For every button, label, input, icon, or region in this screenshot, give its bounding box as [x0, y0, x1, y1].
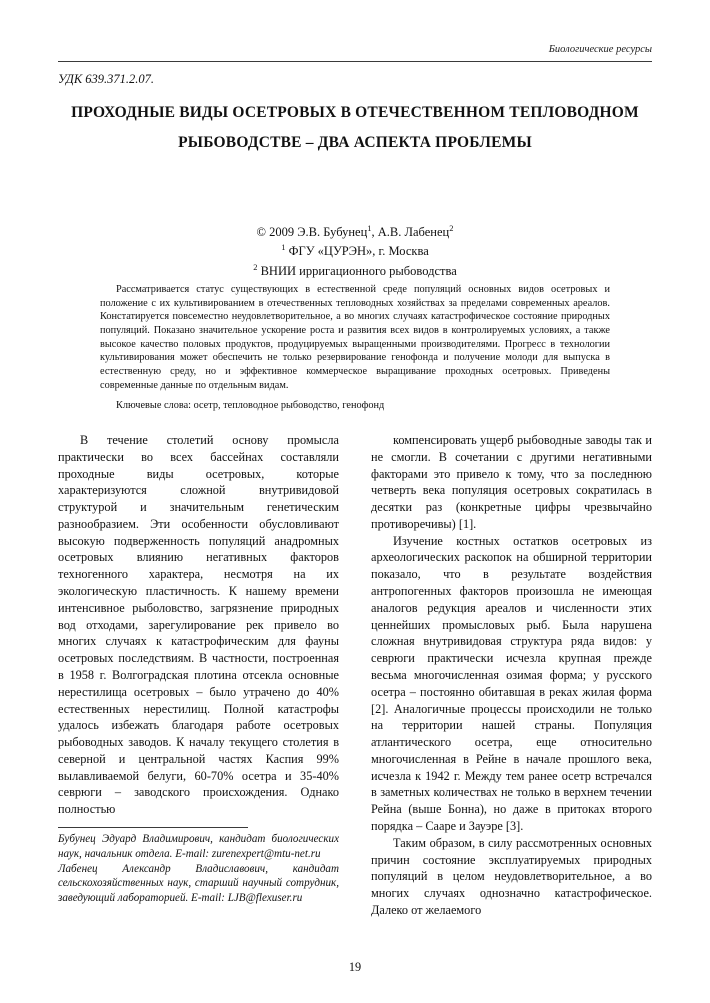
affiliation-2-text: ВНИИ ирригационного рыбоводства [257, 263, 457, 278]
abstract: Рассматривается статус существующих в естественной среде популяций основных видов осетровых и положение с их культивированием в отечественных тепловодных хозяйствах за пределами современных ареалов. Констатируется повсеместно неудовлетворительное, а во многих случаях катастрофическое состояние природных популяций. Показано значительное ускорение роста и развития всех видов в контролируемых условиях, а также высокое качество половых продуктов, продуцируемых выращенными производителями. Прогресс в технологии культивирования может обеспечить не только резервирование генофонда и получение молоди для выпуска в естественную среду, но и эффективное коммерческое выращивание проходных осетровых. Приведены современные данные по отдельным видам. [100, 284, 610, 391]
authors-block [58, 222, 652, 280]
body-paragraph: Изучение костных остатков осетровых из археологических раскопок на обширной территории показало, что в результате воздействия антропогенных факторов произошла не имеющая аналогов редукция ареалов и численности этих ценнейших промысловых рыб. Была нарушена сложная внутривидовая структура ряда видов: у севрюги практически исчезла крупная прежде весьма многочисленная озимая форма; у русского осетра – постоянно обитавшая в реках жилая форма [2]. Аналогичные процессы происходили не только на территории нашей страны. Популяция атлантического осетра, еще относительно многочисленная в Рейне в начале прошлого века, исчезла к 1942 г. Между тем ранее осетр встречался в заметных количествах не только в верхнем течении Рейна (выше Бонна), но даже в притоках второго порядка – Сааре и Зауэре [3]. [371, 533, 652, 833]
author-1-marker: 1 [367, 223, 372, 233]
footnote-author-2: Лабенец Александр Владиславович, кандидат сельскохозяйственных наук, старший научный сотрудник, заведующий лабораторией. E-mail: LJB@flexuser.ru [58, 862, 339, 904]
keywords: Ключевые слова: осетр, тепловодное рыбоводство, генофонд [116, 400, 385, 411]
affiliation-2-marker: 2 [253, 261, 258, 272]
page-number: 19 [348, 960, 362, 974]
second-author: , А.В. Лабенец [371, 225, 450, 240]
author-footnote [58, 832, 339, 906]
body-paragraph: компенсировать ущерб рыбоводные заводы так и не смогли. В сочетании с другими негативными факторами это привело к тому, что за последнюю четверть века популяция осетровых сократилась в десятки раз (конкретные цифры чрезвычайно противоречивы) [1]. [371, 433, 652, 531]
affiliation-1 [58, 241, 652, 260]
page-title: ПРОХОДНЫЕ ВИДЫ ОСЕТРОВЫХ В ОТЕЧЕСТВЕННОМ ТЕПЛОВОДНОМ РЫБОВОДСТВЕ – ДВА АСПЕКТА ПРОБЛЕМЫ [71, 104, 639, 152]
footnote-divider [58, 827, 248, 828]
copyright-and-first-author: © 2009 Э.В. Бубунец [256, 225, 368, 240]
body-paragraph: В течение столетий основу промысла практически во всех бассейнах составляли проходные виды осетровых, которые характеризуются сложной внутривидовой структурой и значительным генетическим разнообразием. Эти особенности обусловливают высокую подверженность популяций анадромных осетровых влиянию негативных факторов техногенного характера, несмотря на их экологическую пластичность. К нашему времени интенсивное рыболовство, загрязнение природных вод отходами, зарегулирование рек привело во многих случаях к катастрофическим для фауны осетровых последствиям. В частности, построенная в 1958 г. Волгоградская плотина отсекла основные нерестилища осетровых – было утрачено до 40% естественных нерестилищ. Полной катастрофы удалось избежать благодаря работе осетровых рыбоводных заводов. К началу текущего столетия в северной и центральной частях Каспия 99% вылавливаемой белуги, 60-70% осетра и 35-40% севрюги – заводского происхождения. Однако полностью [58, 433, 339, 817]
authors-line [58, 222, 652, 241]
udc-code: УДК 639.371.2.07. [58, 72, 155, 86]
affiliation-2 [58, 261, 652, 280]
affiliation-1-marker: 1 [281, 242, 286, 253]
footnote-author-1: Бубунец Эдуард Владимирович, кандидат биологических наук, начальник отдела. E-mail: zurenexpert@mtu-net.ru [58, 833, 339, 860]
body-paragraph: Таким образом, в силу рассмотренных основных причин состояние эксплуатируемых природных популяций в целом неудовлетворительное, а во многих случаях однозначно катастрофическое. Далеко от желаемого [371, 835, 652, 917]
header-divider [58, 61, 652, 62]
affiliation-1-text: ФГУ «ЦУРЭН», г. Москва [285, 244, 429, 259]
body-column-left [58, 432, 339, 818]
running-head: Биологические ресурсы [548, 44, 652, 55]
body-column-right [371, 432, 652, 919]
author-2-marker: 2 [449, 223, 454, 233]
